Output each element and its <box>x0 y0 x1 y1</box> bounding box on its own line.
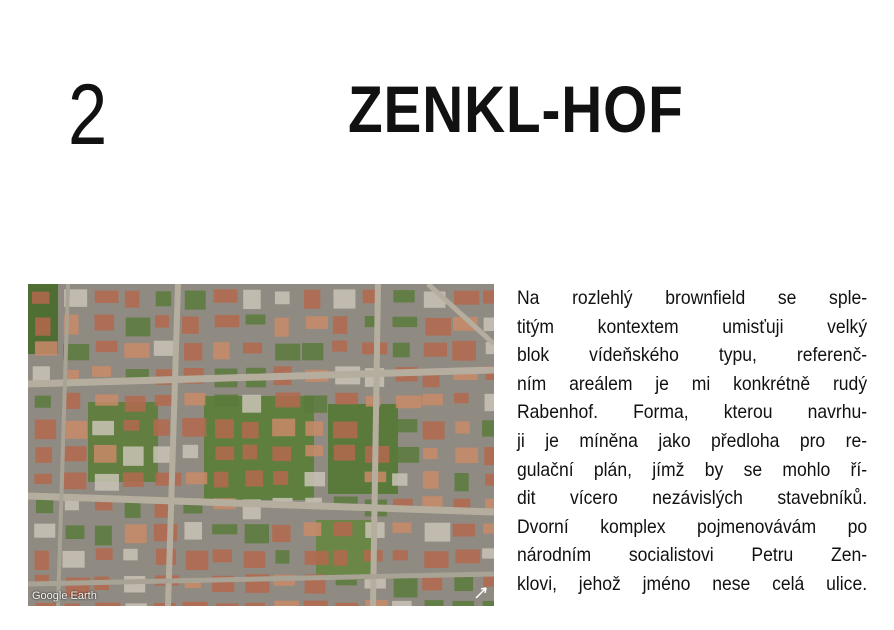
building-block <box>212 524 237 534</box>
body-line: ji je míněna jako předloha pro re- <box>517 429 868 452</box>
building-block <box>182 602 207 606</box>
building-block <box>124 420 139 431</box>
building-block <box>302 343 323 360</box>
building-block <box>95 394 118 405</box>
building-block <box>35 420 56 440</box>
building-block <box>95 603 120 606</box>
building-block <box>155 315 169 327</box>
building-block <box>183 445 198 458</box>
building-block <box>242 422 258 438</box>
building-block <box>393 522 412 532</box>
building-block <box>396 395 421 408</box>
building-block <box>155 473 181 486</box>
building-block <box>392 601 412 606</box>
building-block <box>422 496 442 507</box>
building-block <box>424 551 448 568</box>
building-block <box>485 394 494 411</box>
building-block <box>452 601 474 606</box>
building-block <box>272 419 295 437</box>
building-block <box>455 448 478 463</box>
building-block <box>272 447 291 462</box>
building-block <box>184 522 202 540</box>
building-block <box>92 421 114 435</box>
building-block <box>32 292 49 304</box>
building-block <box>35 318 50 336</box>
building-block <box>182 316 199 333</box>
building-block <box>64 472 86 489</box>
body-line: dit vícero nezávislých stavebníků. <box>517 487 868 510</box>
building-block <box>95 315 114 331</box>
building-block <box>124 343 149 358</box>
building-block <box>303 601 327 606</box>
building-block <box>454 291 479 305</box>
building-block <box>455 421 470 433</box>
building-block <box>126 318 151 337</box>
building-block <box>454 575 473 591</box>
building-block <box>123 549 137 561</box>
building-block <box>425 600 444 606</box>
building-block <box>275 550 289 563</box>
building-block <box>452 341 476 361</box>
building-block <box>395 419 418 432</box>
page-number: 2 <box>68 67 108 163</box>
building-block <box>333 422 357 439</box>
building-block <box>95 526 112 546</box>
building-block <box>245 524 269 543</box>
building-block <box>64 446 87 461</box>
building-block <box>365 600 388 606</box>
building-block <box>483 290 494 303</box>
building-block <box>34 474 52 484</box>
building-block <box>95 291 119 303</box>
body-line: ním areálem je mi konkrétně rudý <box>517 372 868 395</box>
body-line: národním socialistovi Petru Zen- <box>517 544 868 567</box>
building-block <box>36 603 58 606</box>
building-block <box>275 392 300 407</box>
building-block <box>34 551 48 570</box>
building-block <box>483 601 494 606</box>
building-block <box>483 524 494 534</box>
building-block <box>394 447 419 463</box>
building-block <box>35 396 51 408</box>
aerial-photo <box>28 284 494 606</box>
building-block <box>454 393 469 403</box>
building-block <box>35 447 51 463</box>
building-block <box>423 448 437 459</box>
building-block <box>125 291 140 308</box>
building-block <box>335 393 358 405</box>
page-title: ZENKL-HOF <box>348 72 684 146</box>
building-block <box>482 420 494 436</box>
building-block <box>422 394 443 405</box>
building-block <box>156 549 176 565</box>
building-block <box>94 445 116 463</box>
building-block <box>454 473 468 491</box>
building-block <box>184 343 202 361</box>
body-line: Rabenhof. Forma, kterou navrhu- <box>517 401 868 424</box>
building-block <box>304 395 327 412</box>
building-block <box>186 551 209 570</box>
building-block <box>96 548 113 560</box>
building-block <box>214 395 238 407</box>
building-block <box>182 418 206 437</box>
building-block <box>246 314 266 324</box>
building-block <box>425 523 451 542</box>
building-block <box>66 525 85 539</box>
building-block <box>243 445 258 460</box>
building-block <box>213 289 237 302</box>
building-block <box>333 550 347 566</box>
building-block <box>123 446 144 465</box>
building-block <box>306 316 328 329</box>
building-block <box>215 447 234 460</box>
building-block <box>125 603 146 606</box>
building-block <box>186 472 207 484</box>
building-block <box>334 522 353 536</box>
building-block <box>125 396 146 412</box>
building-block <box>334 445 355 461</box>
building-block <box>245 470 263 486</box>
body-line: titým kontextem umisťuji velký <box>517 315 868 338</box>
building-block <box>335 603 358 606</box>
image-credit: Google Earth <box>32 590 97 602</box>
building-block <box>92 366 111 377</box>
building-block <box>125 524 147 543</box>
building-block <box>425 318 450 336</box>
building-block <box>393 290 414 302</box>
building-block <box>243 343 262 354</box>
building-block <box>243 290 261 309</box>
building-block <box>275 318 289 337</box>
building-block <box>305 551 329 565</box>
compass-icon <box>474 586 488 600</box>
building-block <box>305 445 323 456</box>
body-line: Dvorní komplex pojmenovávám po <box>517 515 868 538</box>
building-block <box>482 548 494 558</box>
building-block <box>95 474 119 491</box>
building-block <box>215 315 240 327</box>
building-block <box>244 551 266 568</box>
building-block <box>304 290 320 309</box>
body-line: Na rozlehlý brownfield se sple- <box>517 287 868 309</box>
building-block <box>34 524 55 538</box>
body-text <box>517 284 868 599</box>
building-block <box>485 474 494 486</box>
building-block <box>154 603 176 606</box>
building-block <box>154 524 177 541</box>
building-block <box>123 473 144 487</box>
building-block <box>274 601 299 606</box>
building-block <box>423 421 445 439</box>
building-block <box>62 551 84 568</box>
building-block <box>214 472 229 488</box>
building-block <box>393 550 408 560</box>
building-block <box>484 318 494 332</box>
aerial-map-illustration <box>28 284 494 606</box>
building-block <box>392 473 407 485</box>
building-block <box>453 524 475 537</box>
body-line: gulační plán, jímž by se mohlo ří- <box>517 458 868 481</box>
building-block <box>394 578 418 598</box>
building-block <box>154 341 176 356</box>
building-block <box>185 291 206 310</box>
building-block <box>213 550 232 563</box>
building-block <box>213 342 229 359</box>
building-block <box>65 393 80 409</box>
building-block <box>393 343 410 358</box>
building-block <box>272 525 290 542</box>
building-block <box>332 341 347 352</box>
building-block <box>275 344 300 361</box>
building-block <box>304 522 322 536</box>
building-block <box>156 291 171 306</box>
building-block <box>216 603 239 606</box>
building-block <box>423 471 439 489</box>
building-block <box>336 474 356 492</box>
building-block <box>275 292 290 305</box>
building-block <box>245 603 265 606</box>
body-line: blok vídeňského typu, referenč- <box>517 344 868 367</box>
building-block <box>484 447 494 465</box>
building-block <box>66 421 87 439</box>
building-block <box>242 395 261 413</box>
building-block <box>424 343 447 357</box>
building-block <box>273 471 288 485</box>
building-block <box>64 603 80 606</box>
building-block <box>153 419 169 435</box>
body-line: klovi, jehož jméno nese celá ulice. <box>517 572 868 595</box>
building-block <box>455 550 480 564</box>
building-block <box>96 341 118 352</box>
building-block <box>35 341 58 355</box>
building-block <box>305 421 323 436</box>
building-block <box>393 317 418 327</box>
building-block <box>333 289 355 308</box>
building-block <box>215 419 234 438</box>
building-block <box>305 472 326 486</box>
building-block <box>184 393 205 406</box>
building-block <box>333 316 348 334</box>
